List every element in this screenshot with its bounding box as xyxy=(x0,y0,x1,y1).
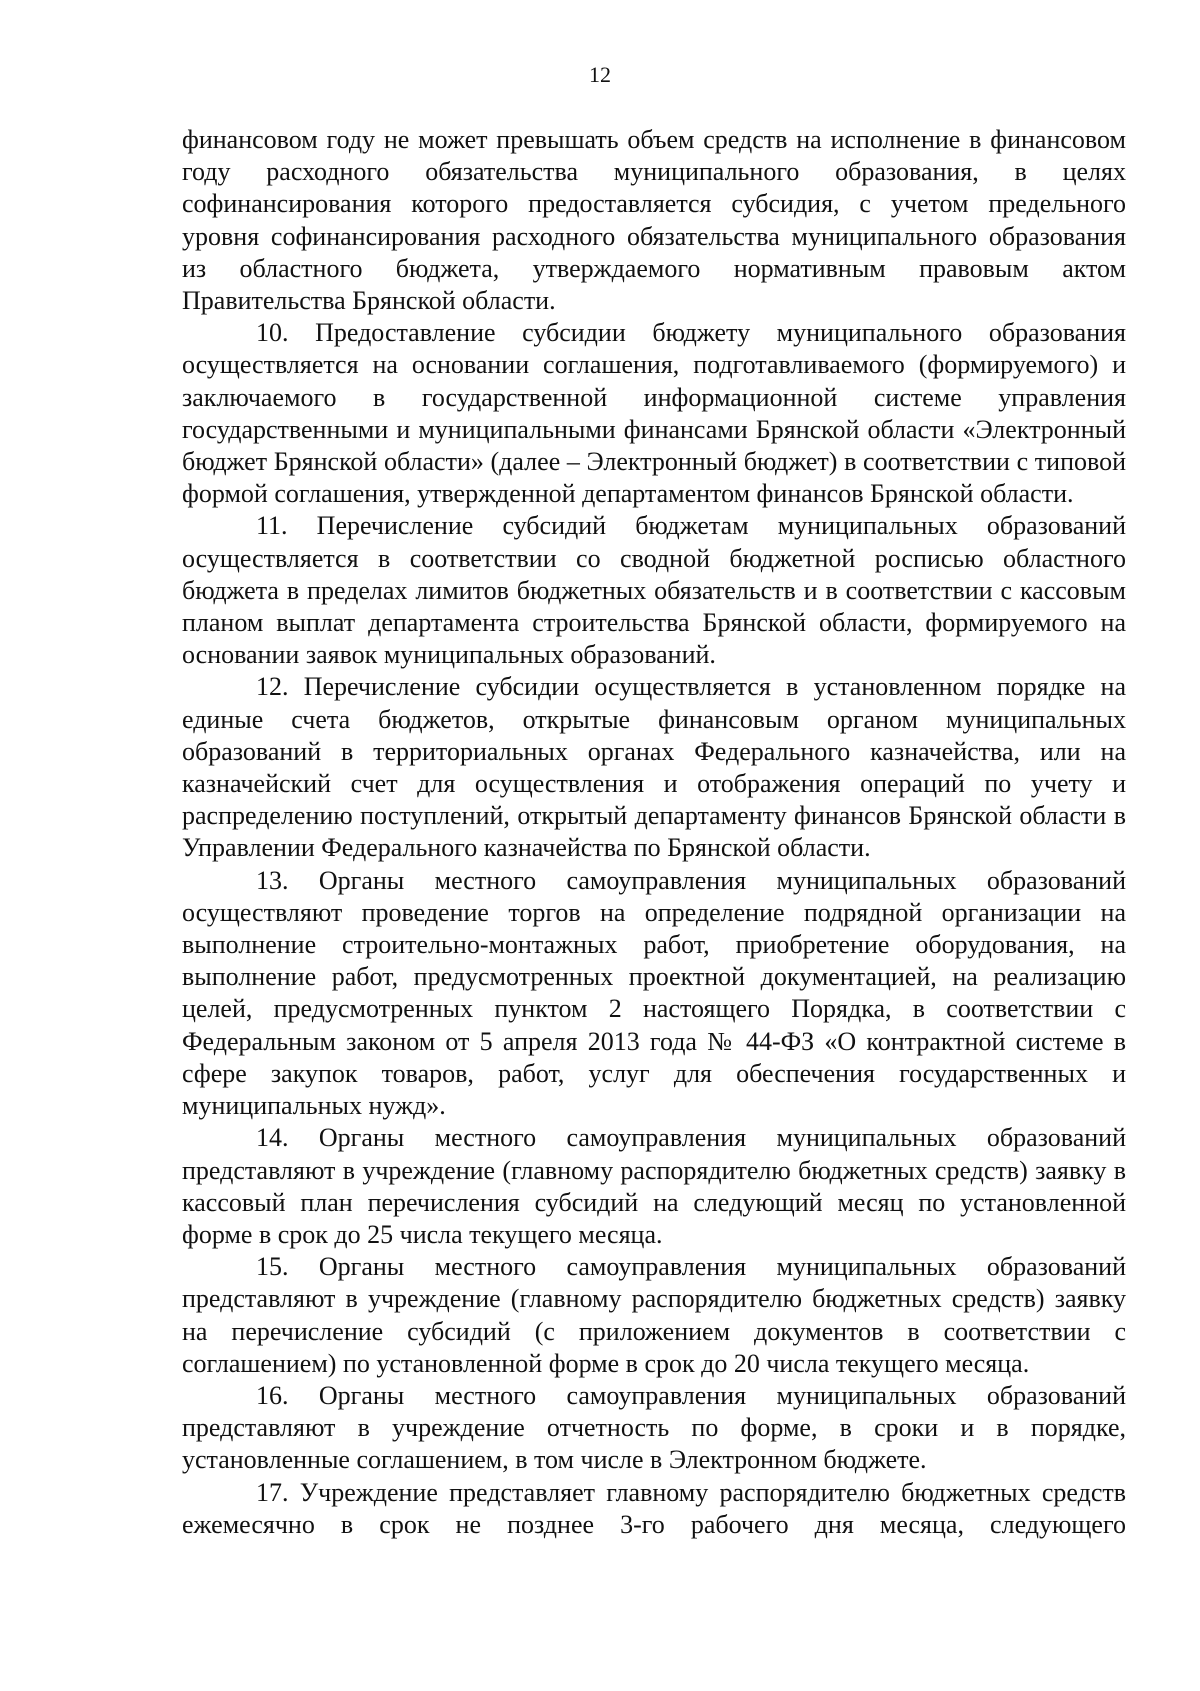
paragraph-item-14: 14. Органы местного самоуправления муниципальных образований представляют в учреждение (главному распорядителю бюджетных средств) заявку в кассовый план перечисления субсидий на следующий месяц по установленной форме в срок до 25 числа текущего месяца. xyxy=(182,1123,1126,1249)
paragraph-continuation: финансовом году не может превышать объем средств на исполнение в финансовом году расходного обязательства муниципального образования, в целях софинансирования которого предоставляется субсидия, с учетом предельного уровня софинансирования расходного обязательства муниципального образования из областного бюджета, утверждаемого нормативным правовым актом Правительства Брянской области. xyxy=(182,125,1126,316)
paragraph-item-10: 10. Предоставление субсидии бюджету муниципального образования осуществляется на основании соглашения, подготавливаемого (формируемого) и заключаемого в государственной информационной системе управления государственными и муниципальными финансами Брянской области «Электронный бюджет Брянской области» (далее – Электронный бюджет) в соответствии с типовой формой соглашения, утвержденной департаментом финансов Брянской области. xyxy=(182,318,1126,509)
paragraph-item-12: 12. Перечисление субсидии осуществляется в установленном порядке на единые счета бюджетов, открытые финансовым органом муниципальных образований в территориальных органах Федерального казначейства, или на казначейский счет для осуществления и отображения операций по учету и распределению поступлений, открытый департаменту финансов Брянской области в Управлении Федерального казначейства по Брянской области. xyxy=(182,672,1126,863)
paragraph-item-17: 17. Учреждение представляет главному распорядителю бюджетных средств ежемесячно в срок не позднее 3-го рабочего дня месяца, следующего xyxy=(182,1477,1126,1539)
page-number: 12 xyxy=(589,62,611,87)
paragraph-item-11: 11. Перечисление субсидий бюджетам муниципальных образований осуществляется в соответствии со сводной бюджетной росписью областного бюджета в пределах лимитов бюджетных обязательств и в соответствии с кассовым планом выплат департамента строительства Брянской области, формируемого на основании заявок муниципальных образований. xyxy=(182,511,1126,670)
paragraph-item-13: 13. Органы местного самоуправления муниципальных образований осуществляют проведение торгов на определение подрядной организации на выполнение строительно-монтажных работ, приобретение оборудования, на выполнение работ, предусмотренных проектной документацией, на реализацию целей, предусмотренных пунктом 2 настоящего Порядка, в соответствии с Федеральным законом от 5 апреля 2013 года № 44-ФЗ «О контрактной системе в сфере закупок товаров, работ, услуг для обеспечения государственных и муниципальных нужд». xyxy=(182,865,1126,1121)
document-body xyxy=(182,124,1126,1541)
paragraph-item-15: 15. Органы местного самоуправления муниципальных образований представляют в учреждение (главному распорядителю бюджетных средств) заявку на перечисление субсидий (с приложением документов в соответствии с соглашением) по установленной форме в срок до 20 числа текущего месяца. xyxy=(182,1252,1126,1378)
paragraph-item-16: 16. Органы местного самоуправления муниципальных образований представляют в учреждение отчетность по форме, в сроки и в порядке, установленные соглашением, в том числе в Электронном бюджете. xyxy=(182,1380,1126,1475)
